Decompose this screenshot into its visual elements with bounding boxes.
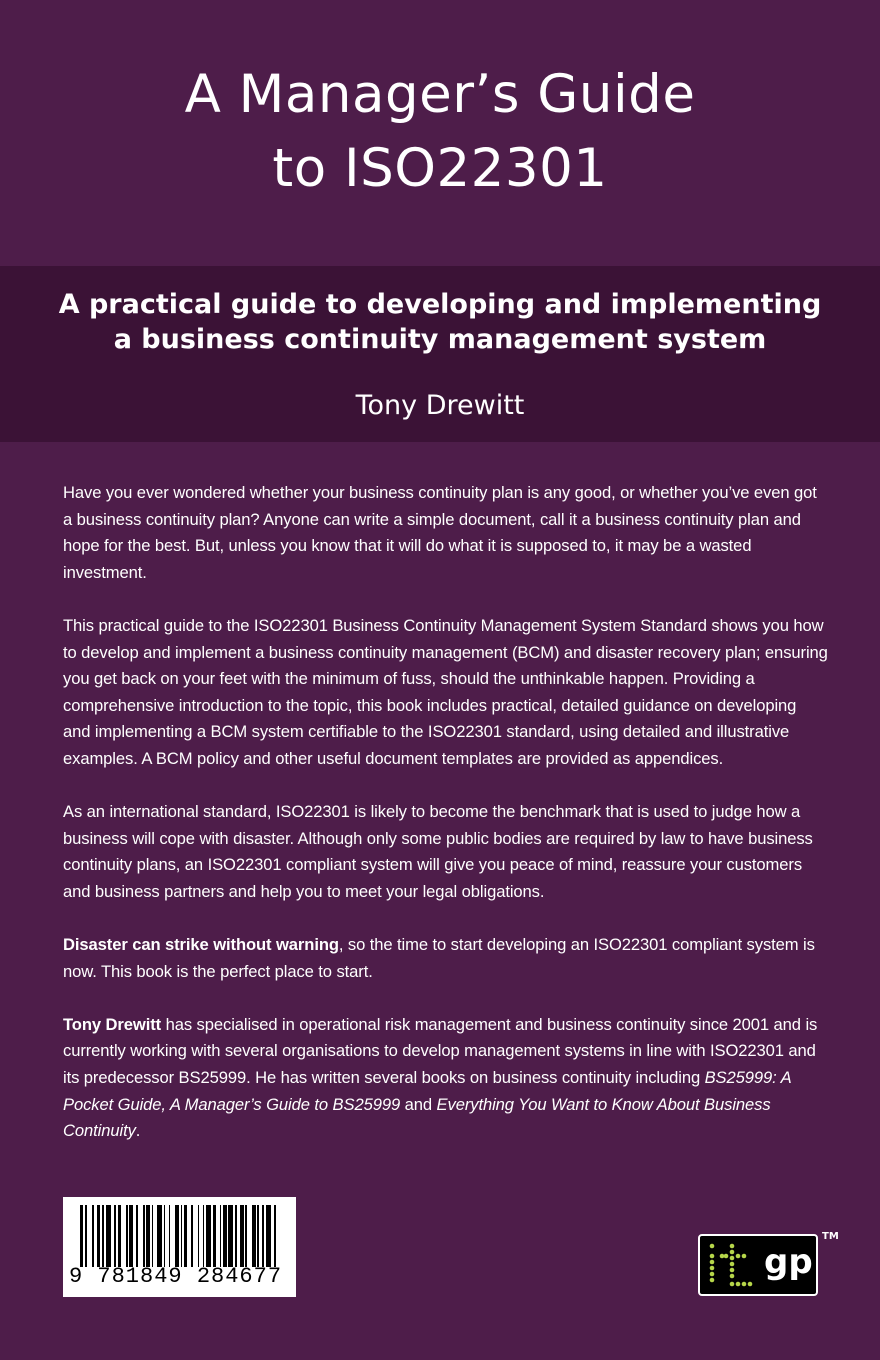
logo-dot (730, 1282, 735, 1287)
logo-dot (710, 1278, 715, 1283)
itgp-logo-gp: gp (764, 1242, 813, 1282)
logo-dot (742, 1282, 747, 1287)
author-bio-name: Tony Drewitt (63, 1014, 162, 1034)
title-line-1: A Manager’s Guide (184, 64, 696, 125)
book-subtitle (0, 287, 880, 357)
author-bio-end: . (135, 1121, 141, 1141)
subtitle-line-2: a business continuity management system (113, 324, 767, 355)
trademark-symbol: TM (822, 1231, 839, 1242)
logo-dot (710, 1260, 715, 1265)
barcode-bars (80, 1205, 280, 1267)
logo-dot (710, 1254, 715, 1259)
subtitle-line-1: A practical guide to developing and implementing (58, 289, 822, 320)
logo-dot (730, 1274, 735, 1279)
logo-dot (720, 1254, 725, 1259)
logo-dot (730, 1250, 735, 1255)
blurb-paragraph-1: Have you ever wondered whether your business continuity plan is any good, or whether you’ve even got a business continuity plan? Anyone can write a simple document, call it a business continuity plan and hope for the best. But, unless you know that it will do what it is supposed to, it may be a wasted investment. (63, 483, 817, 582)
book-title (0, 58, 880, 206)
isbn-barcode (63, 1197, 296, 1297)
logo-dot (730, 1268, 735, 1273)
logo-dot (748, 1282, 753, 1287)
logo-dot (710, 1244, 715, 1249)
blurb-paragraph-4 (63, 932, 828, 985)
author-name: Tony Drewitt (355, 390, 525, 421)
blurb-paragraph-3: As an international standard, ISO22301 is likely to become the benchmark that is used to judge how a business will cope with disaster. Although only some public bodies are required by law to have business continuity plans, an ISO22301 compliant system will give you peace of mind, reassure your customers and business partners and help you to meet your legal obligations. (63, 802, 813, 901)
logo-dot (724, 1254, 729, 1259)
logo-dot (730, 1262, 735, 1267)
barcode-bar (276, 1205, 279, 1267)
logo-dot (710, 1266, 715, 1271)
author-bio-book-2: Everything You Want to Know About Business Continuity (63, 1094, 771, 1141)
blurb-paragraph-2: This practical guide to the ISO22301 Business Continuity Management System Standard shows you how to develop and implement a business continuity management (BCM) and disaster recovery plan; ensuring you get back on your feet with the minimum of fuss, should the unthinkable happen. Providing a comprehensive introduction to the topic, this book includes practical, detailed guidance on developing and implementing a BCM system certifiable to the ISO22301 standard, using detailed and illustrative examples. A BCM policy and other useful document templates are provided as appendices. (63, 615, 828, 768)
isbn-number: 9 781849 284677 (69, 1264, 283, 1289)
itgp-logo (698, 1234, 818, 1296)
logo-dot (736, 1282, 741, 1287)
author-bio (63, 1012, 828, 1145)
logo-dot (736, 1254, 741, 1259)
logo-dot (710, 1272, 715, 1277)
title-block (0, 0, 880, 266)
logo-dot (742, 1254, 747, 1259)
blurb-paragraph-4-rest: , so the time to start developing an ISO22301 compliant system is now. This book is the perfect place to start. (63, 935, 815, 981)
author-bio-book-1: BS25999: A Pocket Guide, A Manager’s Guide to BS25999 (63, 1068, 791, 1114)
logo-dot (730, 1256, 735, 1261)
title-line-2: to ISO22301 (272, 138, 608, 199)
author-bio-and: and (400, 1094, 437, 1114)
itgp-logo-it-mark (706, 1240, 758, 1290)
logo-dot (730, 1244, 735, 1249)
back-cover-blurb (63, 480, 828, 1171)
blurb-emphasis: Disaster can strike without warning (63, 935, 339, 955)
author-bio-text: has specialised in operational risk management and business continuity since 2001 and is currently working with several organisations to develop management systems in line with ISO22301 and its predecessor BS25999. He has written several books on business continuity including (63, 1014, 818, 1088)
